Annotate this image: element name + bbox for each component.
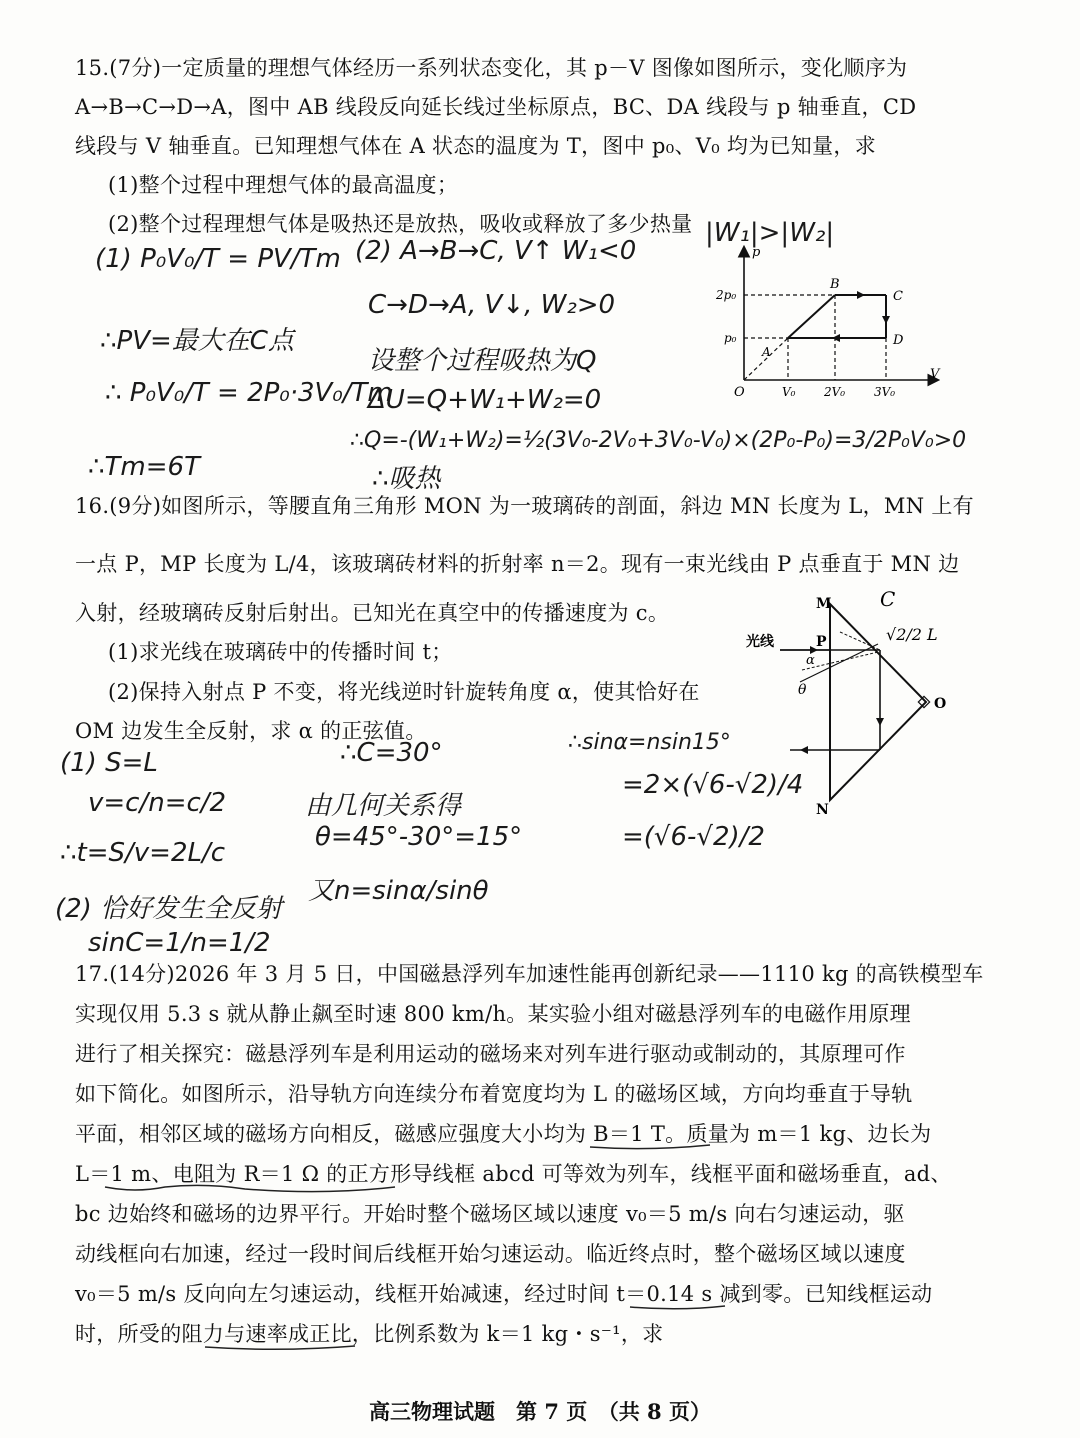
q15-hw-10: ∴Q=-(W₁+W₂)=½(3V₀-2V₀+3V₀-V₀)×(2P₀-P₀)=3/2P₀V₀>0 — [350, 428, 967, 453]
q15-hw-3: ∴ P₀V₀/T = 2P₀·3V₀/Tm — [105, 378, 393, 408]
graph-label-2v0: 2V₀ — [824, 385, 846, 399]
q16-hw-1: (1) S=L — [60, 748, 158, 778]
q17-line-8: 动线框向右加速，经过一段时间后线框开始匀速运动。临近终点时，整个磁场区域以速度 — [75, 1242, 906, 1266]
graph-label-o: O — [734, 385, 745, 400]
q16-hw-6: ∴C=30° — [340, 738, 443, 768]
q16-hw-5: sinC=1/n=1/2 — [88, 928, 271, 958]
q15-line-3: 线段与 V 轴垂直。已知理想气体在 A 状态的温度为 T，图中 p₀、V₀ 均为已知量，求 — [75, 134, 877, 158]
label-o: O — [934, 696, 947, 712]
label-c-mark: C — [880, 587, 896, 611]
q16-hw-9: 又n=sinα/sinθ — [308, 876, 489, 906]
segment-ab — [788, 295, 835, 338]
q15-line-1: 15.(7分)一定质量的理想气体经历一系列状态变化，其 p－V 图像如图所示，变化顺序为 — [75, 56, 908, 80]
q16-hw-7: 由几何关系得 — [305, 791, 462, 821]
graph-label-p0: p₀ — [724, 331, 737, 345]
q17-line-5: 平面，相邻区域的磁场方向相反，磁感应强度大小均为 B＝1 T。质量为 m＝1 kg、边长为 — [75, 1122, 932, 1146]
q16-hw-4: (2) 恰好发生全反射 — [55, 894, 283, 924]
q16-line-2: 一点 P，MP 长度为 L/4，该玻璃砖材料的折射率 n＝2。现有一束光线由 P 点垂直于 MN 边 — [75, 552, 960, 576]
q15-hw-7: C→D→A, V↓, W₂>0 — [368, 290, 616, 320]
q15-line-2: A→B→C→D→A，图中 AB 线段反向延长线过坐标原点，BC、DA 线段与 p 轴垂直，CD — [75, 95, 917, 119]
q15-hw-4: ∴Tm=6T — [88, 452, 200, 482]
q15-part-2: (2)整个过程理想气体是吸热还是放热，吸收或释放了多少热量 — [108, 212, 693, 236]
page-footer: 高三物理试题 第 7 页 （共 8 页） — [369, 1399, 711, 1424]
q16-hw-8: θ=45°-30°=15° — [315, 822, 523, 852]
q15-hw-2: ∴PV=最大在C点 — [100, 326, 294, 356]
label-p: P — [816, 634, 827, 650]
q15-hw-9: ΔU=Q+W₁+W₂=0 — [368, 385, 602, 415]
graph-label-v: V — [930, 367, 940, 382]
graph-label-v0: V₀ — [782, 385, 796, 399]
q17-line-1: 17.(14分)2026 年 3 月 5 日，中国磁悬浮列车加速性能再创新纪录——1110 kg 的高铁模型车 — [75, 962, 984, 986]
q15-hw-6: |W₁|>|W₂| — [705, 218, 835, 248]
pv-graph — [716, 238, 952, 408]
q16-hw-12: =(√6-√2)/2 — [622, 822, 765, 852]
q16-part-1: (1)求光线在玻璃砖中的传播时间 t； — [108, 640, 453, 664]
label-n: N — [816, 802, 829, 818]
label-m: M — [816, 596, 832, 612]
q16-line-6: OM 边发生全反射，求 α 的正弦值。 — [75, 719, 427, 743]
q17-line-10: 时，所受的阻力与速率成正比，比例系数为 k＝1 kg・s⁻¹，求 — [75, 1322, 664, 1346]
graph-label-3v0: 3V₀ — [874, 385, 896, 399]
label-theta: θ — [798, 682, 807, 698]
q15-hw-1: (1) P₀V₀/T = PV/Tm — [95, 244, 341, 274]
q15-hw-8: 设整个过程吸热为Q — [368, 346, 597, 376]
q17-line-7: bc 边始终和磁场的边界平行。开始时整个磁场区域以速度 v₀＝5 m/s 向右匀速运动，驱 — [75, 1202, 905, 1226]
graph-label-p: p — [752, 245, 761, 260]
graph-label-c: C — [893, 289, 903, 304]
q16-hw-3: ∴t=S/v=2L/c — [60, 838, 226, 868]
q16-line-3: 入射，经玻璃砖反射后射出。已知光在真空中的传播速度为 c。 — [75, 601, 670, 625]
graph-label-d: D — [893, 333, 904, 348]
q15-hw-5: (2) A→B→C, V↑ W₁<0 — [355, 236, 637, 266]
q17-line-9: v₀＝5 m/s 反向向左匀速运动，线框开始减速，经过时间 t＝0.14 s 减到零。已知线框运动 — [75, 1282, 933, 1306]
q17-line-2: 实现仅用 5.3 s 就从静止飙至时速 800 km/h。某实验小组对磁悬浮列车的电磁作用原理 — [75, 1002, 911, 1026]
label-alpha: α — [806, 653, 815, 668]
label-light: 光线 — [746, 634, 774, 650]
label-half-l: √2/2 L — [886, 625, 938, 644]
q15-part-1: (1)整个过程中理想气体的最高温度； — [108, 173, 459, 197]
graph-label-a: A — [762, 345, 771, 359]
prism-figure — [740, 582, 955, 817]
q16-part-2: (2)保持入射点 P 不变，将光线逆时针旋转角度 α，使其恰好在 — [108, 680, 700, 704]
graph-label-b: B — [830, 277, 840, 292]
q16-hw-2: v=c/n=c/2 — [88, 788, 227, 818]
q16-line-1: 16.(9分)如图所示，等腰直角三角形 MON 为一玻璃砖的剖面，斜边 MN 长度为 L，MN 上有 — [75, 494, 974, 518]
q17-line-6: L＝1 m、电阻为 R＝1 Ω 的正方形导线框 abcd 可等效为列车，线框平面和磁场垂直，ad、 — [75, 1162, 952, 1186]
q16-hw-10: ∴sinα=nsin15° — [568, 730, 731, 755]
q16-hw-11: =2×(√6-√2)/4 — [622, 770, 804, 800]
q17-line-3: 进行了相关探究：磁悬浮列车是利用运动的磁场来对列车进行驱动或制动的，其原理可作 — [75, 1042, 906, 1066]
q15-hw-11: ∴吸热 — [372, 464, 441, 494]
graph-label-2p0: 2p₀ — [716, 288, 737, 302]
q17-line-4: 如下简化。如图所示，沿导轨方向连续分布着宽度均为 L 的磁场区域，方向均垂直于导轨 — [75, 1082, 913, 1106]
